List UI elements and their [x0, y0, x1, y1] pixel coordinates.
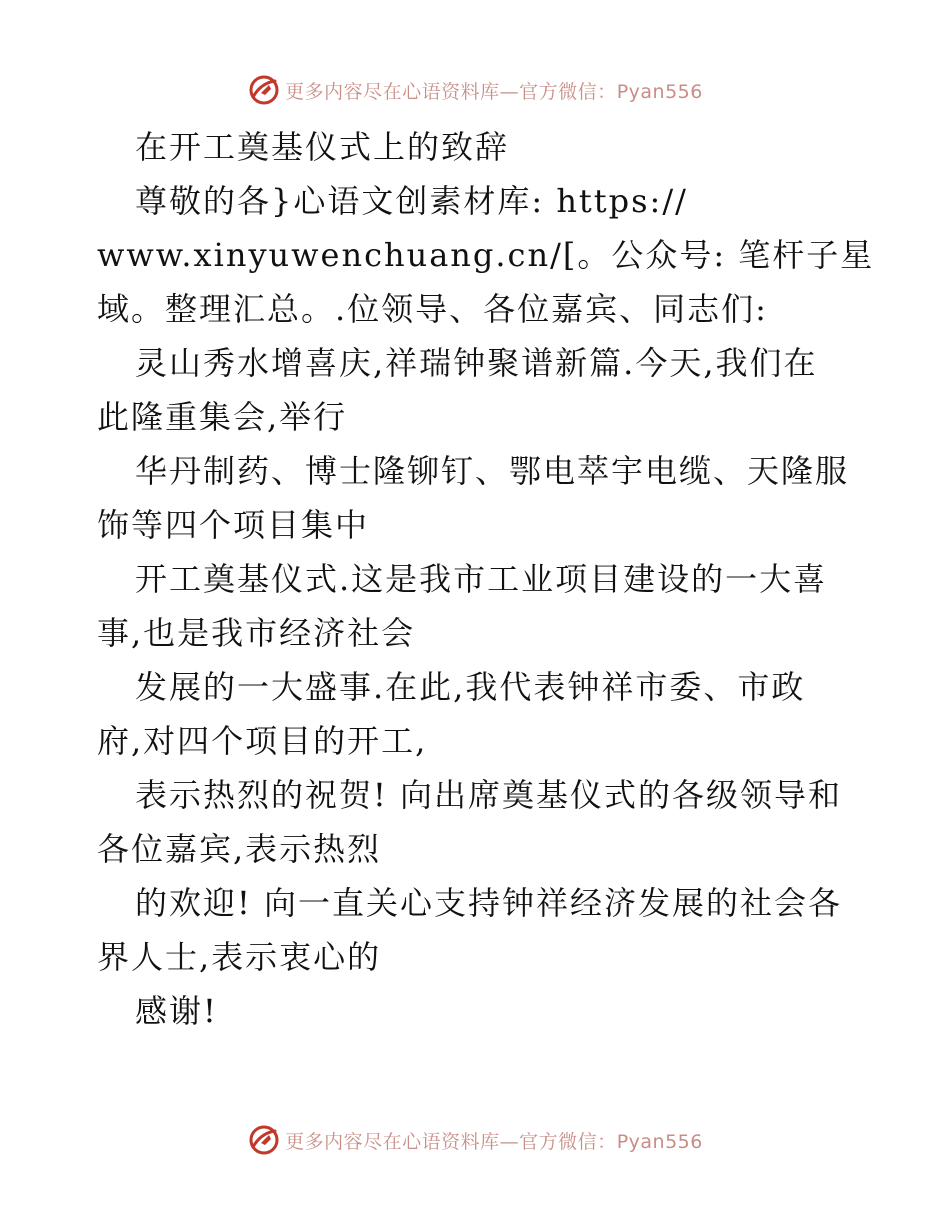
paragraph-line: 饰等四个项目集中: [97, 506, 370, 544]
banner-wechat-handle: Pyan556: [616, 80, 703, 103]
banner-text: [285, 77, 703, 104]
paragraph-line: 各位嘉宾,表示热烈: [97, 830, 382, 868]
footer-banner: [0, 1120, 950, 1160]
header-banner: [0, 70, 950, 110]
pen-nib-logo-icon: [247, 1123, 281, 1157]
banner-brand-text: 更多内容尽在心语资料库: [285, 1130, 500, 1153]
banner-wechat-label: 官方微信：: [519, 80, 617, 103]
paragraph-line: 尊敬的各}心语文创素材库: https://: [135, 182, 688, 220]
paragraph-line: www.xinyuwenchuang.cn/[。公众号: 笔杆子星: [97, 236, 875, 274]
banner-text: [285, 1127, 703, 1154]
pen-nib-logo-icon: [247, 73, 281, 107]
banner-wechat-handle: Pyan556: [616, 1130, 703, 1153]
paragraph-line: 界人士,表示衷心的: [97, 938, 382, 976]
banner-dash: —: [499, 80, 520, 103]
paragraph-line: 域。整理汇总。.位领导、各位嘉宾、同志们:: [97, 290, 768, 328]
document-body: [97, 120, 875, 1038]
banner-wechat-label: 官方微信：: [519, 1130, 617, 1153]
document-title: 在开工奠基仪式上的致辞: [135, 128, 510, 166]
paragraph-line: 府,对四个项目的开工,: [97, 722, 428, 760]
paragraph-line: 华丹制药、博士隆铆钉、鄂电萃宇电缆、天隆服: [135, 452, 850, 490]
paragraph-line: 表示热烈的祝贺! 向出席奠基仪式的各级领导和: [135, 776, 843, 814]
paragraph-line: 发展的一大盛事.在此,我代表钟祥市委、市政: [135, 668, 806, 706]
paragraph-line: 事,也是我市经济社会: [97, 614, 416, 652]
paragraph-line: 灵山秀水增喜庆,祥瑞钟聚谱新篇.今天,我们在: [135, 344, 818, 382]
paragraph-line: 开工奠基仪式.这是我市工业项目建设的一大喜: [135, 560, 828, 598]
banner-dash: —: [499, 1130, 520, 1153]
paragraph-line: 此隆重集会,举行: [97, 398, 348, 436]
paragraph-line: 感谢!: [135, 992, 218, 1030]
banner-brand-text: 更多内容尽在心语资料库: [285, 80, 500, 103]
paragraph-line: 的欢迎! 向一直关心支持钟祥经济发展的社会各: [135, 884, 843, 922]
